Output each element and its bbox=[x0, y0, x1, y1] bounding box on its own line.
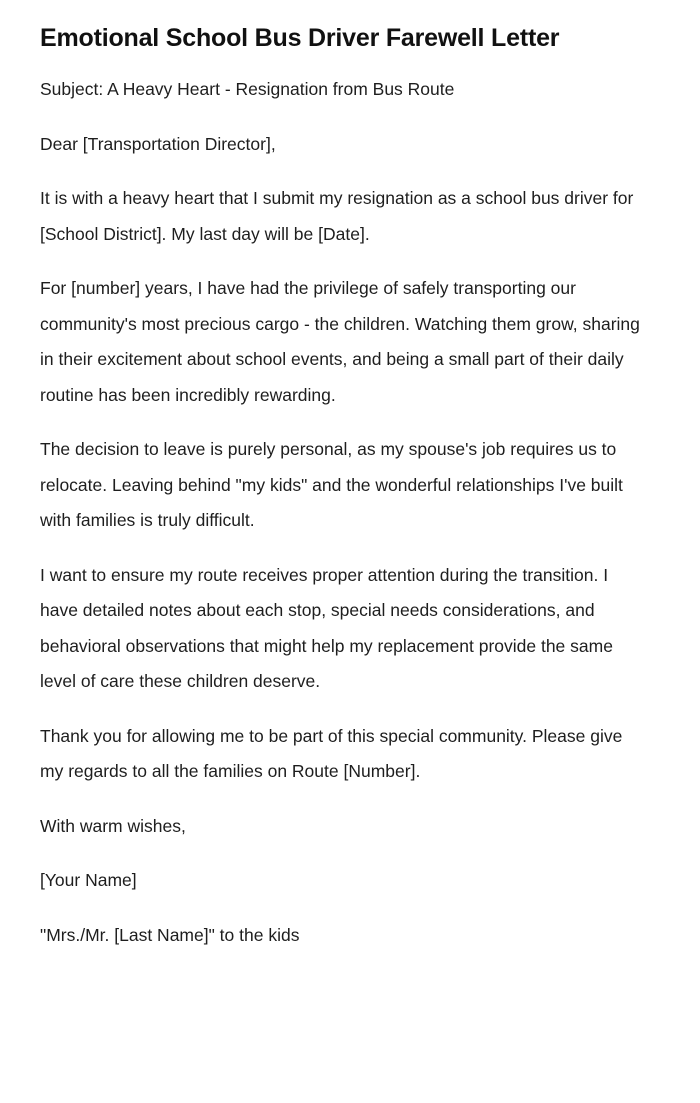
paragraph-salutation: Dear [Transportation Director], bbox=[40, 133, 276, 154]
paragraph-closing: With warm wishes, bbox=[40, 815, 186, 836]
page-title: Emotional School Bus Driver Farewell Letter bbox=[40, 24, 560, 52]
paragraph-nickname: "Mrs./Mr. [Last Name]" to the kids bbox=[40, 924, 300, 945]
paragraph-thanks: Thank you for allowing me to be part of this special community. Please give my regards to all the families on Route [Number]. bbox=[40, 725, 628, 781]
paragraph-transition: I want to ensure my route receives proper attention during the transition. I have detailed notes about each stop, special needs considerations, and behavioral observations that might help my replacement provide the same level of care these children deserve. bbox=[40, 564, 618, 691]
paragraph-subject: Subject: A Heavy Heart - Resignation from Bus Route bbox=[40, 79, 455, 99]
letter-body bbox=[40, 72, 645, 953]
paragraph-reason: The decision to leave is purely personal, as my spouse's job requires us to relocate. Leaving behind "my kids" and the wonderful relationships I've built with families is truly difficult. bbox=[40, 439, 628, 530]
paragraph-years-of-service: For [number] years, I have had the privilege of safely transporting our community's most precious cargo - the children. Watching them grow, sharing in their excitement about school events, and being a small part of their daily routine has been incredibly rewarding. bbox=[40, 278, 645, 405]
paragraph-resignation: It is with a heavy heart that I submit my resignation as a school bus driver for [School District]. My last day will be [Date]. bbox=[40, 188, 639, 244]
paragraph-signature-name: [Your Name] bbox=[40, 870, 137, 890]
